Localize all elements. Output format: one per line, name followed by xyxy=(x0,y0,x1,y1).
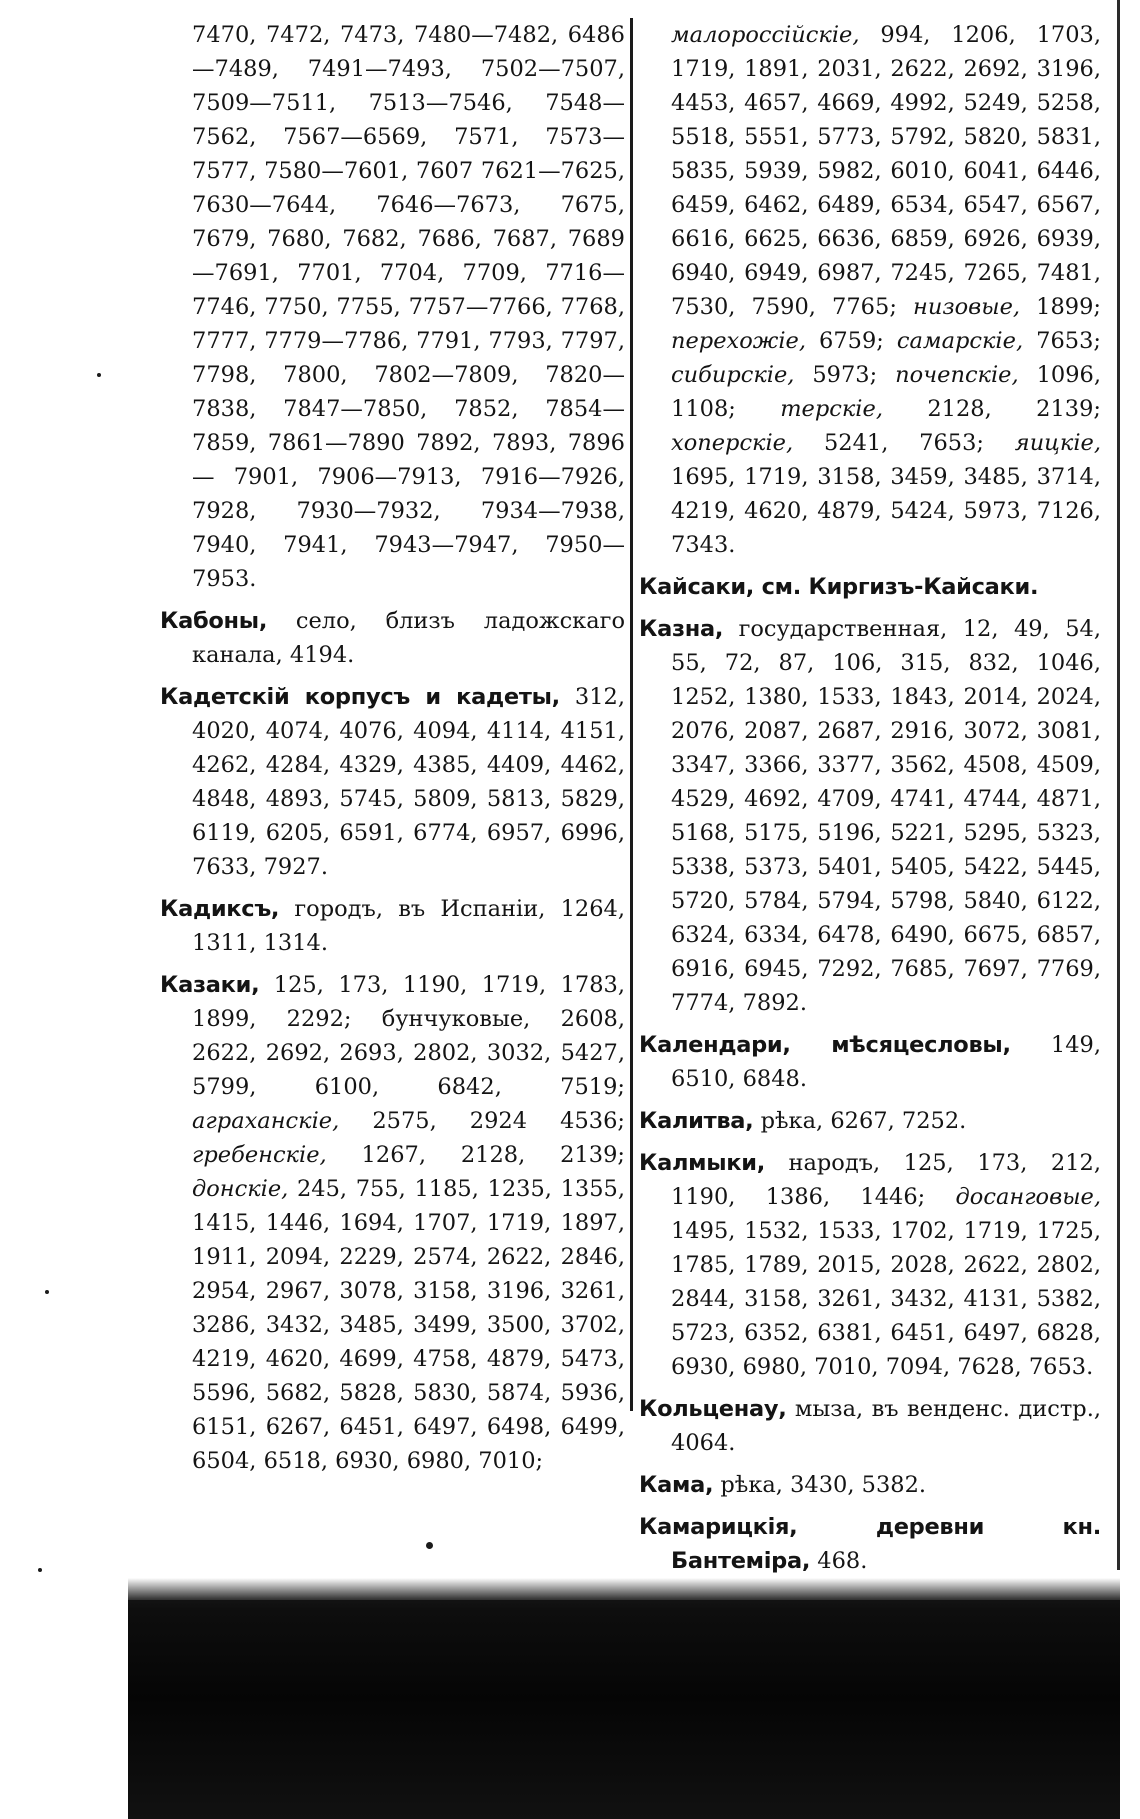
entry-heading: Калитва, xyxy=(639,1108,754,1134)
scan-speck xyxy=(426,1542,433,1549)
index-entry-kaisaki xyxy=(639,570,1101,604)
index-entry-kadiks: Кадиксъ, городъ, въ Испаніи, 1264, 1311, 1314. xyxy=(160,896,625,956)
left-column xyxy=(160,18,625,1486)
index-entry-kalmyki: Калмыки, народъ, 125, 173, 212, 1190, 1386, 1446; досанговые, 1495, 1532, 1533, 1702, 1719, 1725, 1785, 1789, 2015, 2028, 2622, 2802, 2844, 3158, 3261, 3432, 4131, 5382, 5723, 6352, 6381, 6451, 6497, 6828, 6930, 6980, 7010, 7094, 7628, 7653. xyxy=(639,1150,1101,1380)
column-divider xyxy=(630,18,633,1411)
index-entry-continuation: малороссійскіе, 994, 1206, 1703, 1719, 1891, 2031, 2622, 2692, 3196, 4453, 4657, 4669, 4992, 5249, 5258, 5518, 5551, 5773, 5792, 5820, 5831, 5835, 5939, 5982, 6010, 6041, 6446, 6459, 6462, 6489, 6534, 6547, 6567, 6616, 6625, 6636, 6859, 6926, 6939, 6940, 6949, 6987, 7245, 7265, 7481, 7530, 7590, 7765; низовые, 1899; перехожіе, 6759; самарскіе, 7653; сибирскіе, 5973; почепскіе, 1096, 1108; терскіе, 2128, 2139; хоперскіе, 5241, 7653; яицкіе, 1695, 1719, 3158, 3459, 3485, 3714, 4219, 4620, 4879, 5424, 5973, 7126, 7343. xyxy=(671,22,1102,558)
entry-heading: Калмыки, xyxy=(639,1150,765,1176)
page-edge-shadow xyxy=(1117,0,1120,1570)
index-entry-kabony: Кабоны, село, близъ ладожскаго канала, 4194. xyxy=(160,608,625,668)
index-entry-kadetsky-korpus: Кадетскій корпусъ и кадеты, 312, 4020, 4074, 4076, 4094, 4114, 4151, 4262, 4284, 4329, 4385, 4409, 4462, 4848, 4893, 5745, 5809, 5813, 5829, 6119, 6205, 6591, 6774, 6957, 6996, 7633, 7927. xyxy=(160,684,626,880)
index-entry-kalendari: Календари, мѣсяцесловы, 149, 6510, 6848. xyxy=(639,1032,1101,1092)
index-entry-koltsenau: Кольценау, мыза, въ венденс. дистр., 4064. xyxy=(639,1396,1101,1456)
scan-shadow-band xyxy=(128,1600,1120,1819)
entry-heading: Кольценау, xyxy=(639,1396,787,1422)
entry-heading: Кайсаки, см. Киргизъ-Кайсаки. xyxy=(639,574,1039,600)
scan-speck xyxy=(97,373,101,377)
entry-heading: Казна, xyxy=(639,616,724,642)
entry-heading: Кама, xyxy=(639,1472,714,1498)
entry-heading: Кадетскій корпусъ и кадеты, xyxy=(160,684,560,710)
index-entry-continuation: 7470, 7472, 7473, 7480—7482, 6486—7489, 7491—7493, 7502—7507, 7509—7511, 7513—7546, 7548—7562, 7567—6569, 7571, 7573—7577, 7580—7601, 7607 7621—7625, 7630—7644, 7646—7673, 7675, 7679, 7680, 7682, 7686, 7687, 7689—7691, 7701, 7704, 7709, 7716—7746, 7750, 7755, 7757—7766, 7768, 7777, 7779—7786, 7791, 7793, 7797, 7798, 7800, 7802—7809, 7820—7838, 7847—7850, 7852, 7854—7859, 7861—7890 7892, 7893, 7896 — 7901, 7906—7913, 7916—7926, 7928, 7930—7932, 7934—7938, 7940, 7941, 7943—7947, 7950—7953. xyxy=(192,22,625,592)
right-column xyxy=(639,18,1101,1586)
scan-speck xyxy=(38,1568,42,1572)
index-entry-kazaki: Казаки, 125, 173, 1190, 1719, 1783, 1899, 2292; бунчуковые, 2608, 2622, 2692, 2693, 2802, 3032, 5427, 5799, 6100, 6842, 7519; аграханскіе, 2575, 2924 4536; гребенскіе, 1267, 2128, 2139; донскіе, 245, 755, 1185, 1235, 1355, 1415, 1446, 1694, 1707, 1719, 1897, 1911, 2094, 2229, 2574, 2622, 2846, 2954, 2967, 3078, 3158, 3196, 3261, 3286, 3432, 3485, 3499, 3500, 3702, 4219, 4620, 4699, 4758, 4879, 5473, 5596, 5682, 5828, 5830, 5874, 5936, 6151, 6267, 6451, 6497, 6498, 6499, 6504, 6518, 6930, 6980, 7010; xyxy=(160,972,625,1474)
index-entry-kama: Кама, рѣка, 3430, 5382. xyxy=(639,1472,927,1498)
scan-speck xyxy=(45,1290,49,1294)
entry-heading: Кабоны, xyxy=(160,608,268,634)
entry-heading: Казаки, xyxy=(160,972,260,998)
entry-heading: Кадиксъ, xyxy=(160,896,280,922)
index-entry-kalitva: Калитва, рѣка, 6267, 7252. xyxy=(639,1108,967,1134)
index-entry-kazna: Казна, государственная, 12, 49, 54, 55, 72, 87, 106, 315, 832, 1046, 1252, 1380, 1533, 1843, 2014, 2024, 2076, 2087, 2687, 2916, 3072, 3081, 3347, 3366, 3377, 3562, 4508, 4509, 4529, 4692, 4709, 4741, 4744, 4871, 5168, 5175, 5196, 5221, 5295, 5323, 5338, 5373, 5401, 5405, 5422, 5445, 5720, 5784, 5794, 5798, 5840, 6122, 6324, 6334, 6478, 6490, 6675, 6857, 6916, 6945, 7292, 7685, 7697, 7769, 7774, 7892. xyxy=(639,616,1101,1016)
entry-heading: Календари, мѣсяцесловы, xyxy=(639,1032,1011,1058)
index-entry-kamaritskiya: Камарицкія, деревни кн. Бантеміра, 468. xyxy=(639,1514,1101,1574)
entry-heading: Камарицкія, деревни кн. Бантеміра, xyxy=(639,1514,1101,1574)
